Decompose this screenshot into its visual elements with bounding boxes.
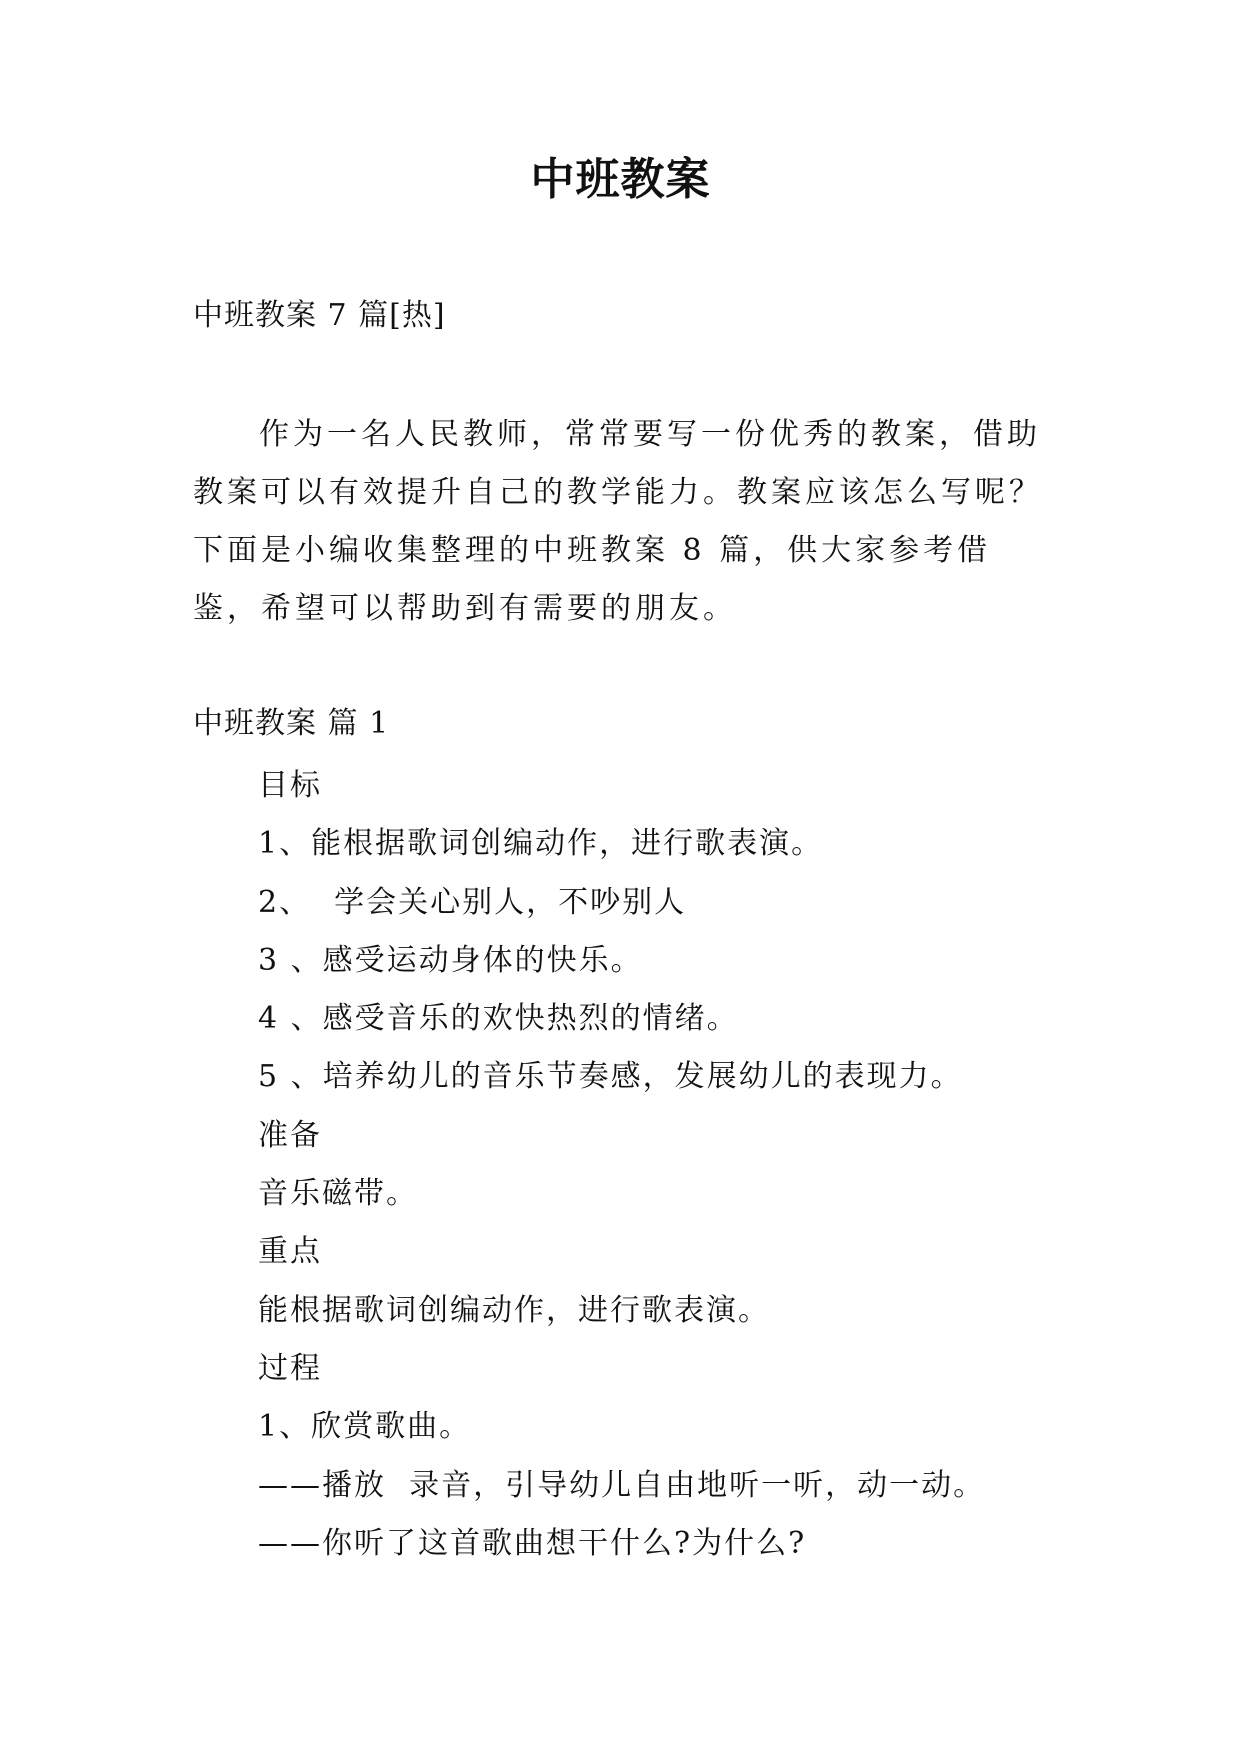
intro-paragraph: 作为一名人民教师，常常要写一份优秀的教案，借助教案可以有效提升自己的教学能力。教案应该怎么写呢？下面是小编收集整理的中班教案 8 篇，供大家参考借鉴，希望可以帮助到有需要的朋友。	[193, 417, 1043, 626]
content-line-goal-heading: 目标	[258, 768, 322, 803]
content-line-focus-heading: 重点	[258, 1234, 322, 1270]
content-line-goal-4: 4 、感受音乐的欢快热烈的情绪。	[258, 1001, 739, 1037]
content-line-prep-heading: 准备	[258, 1117, 322, 1153]
content-line-goal-5: 5 、培养幼儿的音乐节奏感，发展幼儿的表现力。	[258, 1059, 963, 1095]
document-subtitle: 中班教案 7 篇[热]	[193, 298, 446, 333]
lesson-content	[258, 757, 1118, 1573]
content-line-process-1: 1、欣赏歌曲。	[258, 1409, 472, 1445]
content-line-focus: 能根据歌词创编动作，进行歌表演。	[258, 1292, 770, 1328]
content-line-prep: 音乐磁带。	[258, 1176, 418, 1212]
content-line-goal-3: 3 、感受运动身体的快乐。	[258, 942, 643, 978]
document-title: 中班教案	[530, 154, 711, 205]
section-heading: 中班教案 篇 1	[193, 706, 390, 741]
content-line-process-heading: 过程	[258, 1350, 322, 1386]
content-line-process-2: ——播放 录音，引导幼儿自由地听一听，动一动。	[258, 1467, 986, 1503]
content-line-goal-1: 1、能根据歌词创编动作，进行歌表演。	[258, 826, 824, 862]
content-line-goal-2: 2、 学会关心别人，不吵别人	[258, 884, 687, 920]
content-line-process-3: ——你听了这首歌曲想干什么?为什么?	[258, 1525, 807, 1561]
